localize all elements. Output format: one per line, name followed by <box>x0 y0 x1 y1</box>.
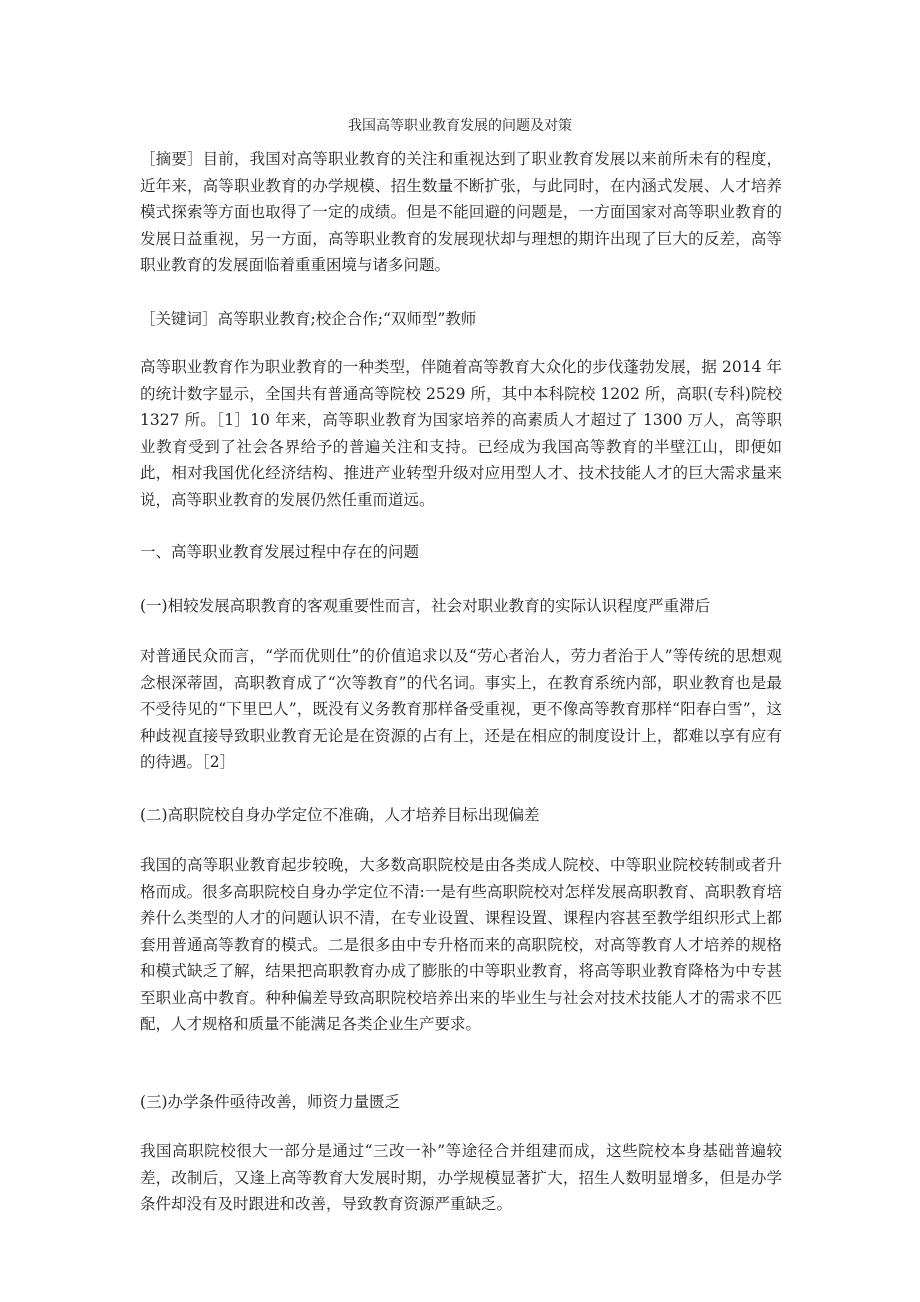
subsection-heading-1: (一)相较发展高职教育的客观重要性而言，社会对职业教育的实际认识程度严重滞后 <box>140 597 711 615</box>
document-title: 我国高等职业教育发展的问题及对策 <box>348 118 572 134</box>
subsection-heading-2: (二)高职院校自身办学定位不准确，人才培养目标出现偏差 <box>140 806 540 824</box>
subsection-body-2: 我国的高等职业教育起步较晚，大多数高职院校是由各类成人院校、中等职业院校转制或者升格而成。很多高职院校自身办学定位不清:一是有些高职院校对怎样发展高职教育、高职教育培养什么类型的人才的问题认识不清，在专业设置、课程设置、课程内容甚至教学组织形式上都套用普通高等教育的模式。二是很多由中专升格而来的高职院校，对高等教育人才培养的规格和模式缺乏了解，结果把高职教育办成了膨胀的中等职业教育，将高等职业教育降格为中专甚至职业高中教育。种种偏差导致高职院校培养出来的毕业生与社会对技术技能人才的需求不匹配，人才规格和质量不能满足各类企业生产要求。 <box>140 856 782 1033</box>
intro-paragraph: 高等职业教育作为职业教育的一种类型，伴随着高等教育大众化的步伐蓬勃发展，据 2014 年的统计数字显示，全国共有普通高等院校 2529 所，其中本科院校 1202 所，高职(专科)院校 1327 所。［1］10 年来，高等职业教育为国家培养的高素质人才超过了 1300 万人，高等职业教育受到了社会各界给予的普遍关注和支持。已经成为我国高等教育的半壁江山，即便如此，相对我国优化经济结构、推进产业转型升级对应用型人才、技术技能人才的巨大需求量来说，高等职业教育的发展仍然任重而道远。 <box>140 358 782 509</box>
keywords-line: ［关键词］高等职业教育;校企合作;“双师型”教师 <box>140 310 477 328</box>
subsection-heading-3: (三)办学条件亟待改善，师资力量匮乏 <box>140 1093 401 1111</box>
subsection-body-1: 对普通民众而言，“学而优则仕”的价值追求以及“劳心者治人，劳力者治于人”等传统的思想观念根深蒂固，高职教育成了“次等教育”的代名词。事实上，在教育系统内部，职业教育也是最不受待见的“下里巴人”，既没有义务教育那样备受重视，更不像高等教育那样“阳春白雪”，这种歧视直接导致职业教育无论是在资源的占有上，还是在相应的制度设计上，都难以享有应有的待遇。［2］ <box>140 647 782 771</box>
subsection-body-3: 我国高职院校很大一部分是通过“三改一补”等途径合并组建而成，这些院校本身基础普遍较差，改制后，又逢上高等教育大发展时期，办学规模显著扩大，招生人数明显增多，但是办学条件却没有及时跟进和改善，导致教育资源严重缺乏。 <box>140 1142 782 1213</box>
section-heading-1: 一、高等职业教育发展过程中存在的问题 <box>140 543 420 561</box>
abstract-paragraph: ［摘要］目前，我国对高等职业教育的关注和重视达到了职业教育发展以来前所未有的程度，近年来，高等职业教育的办学规模、招生数量不断扩张，与此同时，在内涵式发展、人才培养模式探索等方面也取得了一定的成绩。但是不能回避的问题是，一方面国家对高等职业教育的发展日益重视，另一方面，高等职业教育的发展现状却与理想的期许出现了巨大的反差，高等职业教育的发展面临着重重困境与诸多问题。 <box>140 150 782 274</box>
